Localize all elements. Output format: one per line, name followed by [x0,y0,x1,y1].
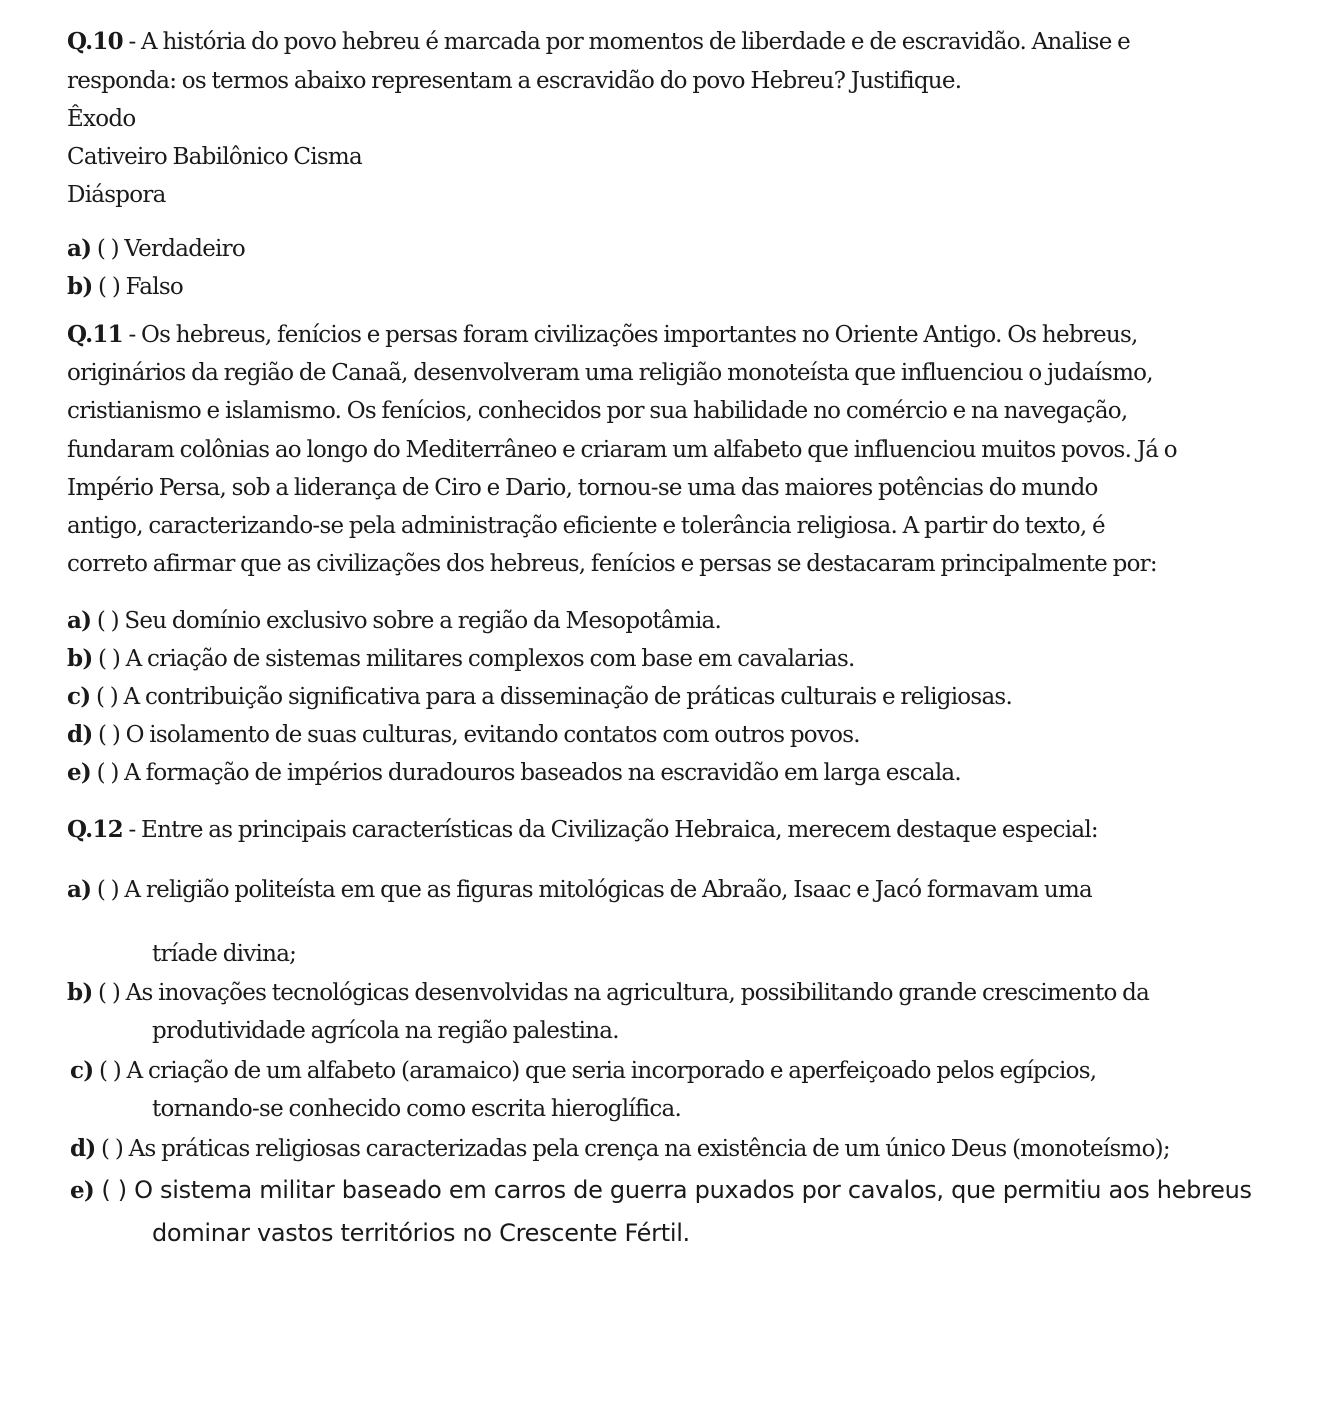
option-text: ( ) Falso [92,274,183,300]
option-text: ( ) A criação de um alfabeto (aramaico) que seria incorporado e aperfeiçoado pelos egípcios, [93,1058,1097,1084]
option-text: ( ) O isolamento de suas culturas, evitando contatos com outros povos. [92,722,860,748]
q10-term-3: Diáspora [67,182,166,208]
q11-text-line-4: fundaram colônias ao longo do Mediterrâneo e criaram um alfabeto que influenciou muitos povos. Já o [67,437,1177,463]
q11-option-b[interactable] [67,645,855,673]
q10-line-1 [67,28,1130,56]
q10-term-2: Cativeiro Babilônico Cisma [67,144,362,170]
option-letter: a) [67,235,92,262]
q10-number: Q.10 [67,28,123,55]
q12-option-e[interactable] [70,1176,1252,1205]
q12-option-c-continuation: tornando-se conhecido como escrita hieroglífica. [152,1096,682,1122]
q11-option-e[interactable] [67,759,961,787]
option-text: ( ) A contribuição significativa para a disseminação de práticas culturais e religiosas. [90,684,1013,710]
q12-line-1 [67,816,1098,844]
q10-option-a[interactable] [67,235,245,263]
q11-option-c[interactable] [67,683,1012,711]
option-text: ( ) A formação de impérios duradouros baseados na escravidão em larga escala. [91,760,961,786]
option-text: ( ) Seu domínio exclusivo sobre a região da Mesopotâmia. [91,608,722,634]
option-letter: a) [67,607,92,634]
q11-line-1 [67,321,1138,349]
q12-option-b[interactable] [67,979,1149,1007]
q10-option-b[interactable] [67,273,183,301]
option-text: ( ) As práticas religiosas caracterizadas pela crença na existência de um único Deus (monoteísmo); [95,1136,1170,1162]
q11-text-line-7: correto afirmar que as civilizações dos hebreus, fenícios e persas se destacaram principalmente por: [67,551,1157,577]
option-letter: d) [67,721,93,748]
q10-text-line-2: responda: os termos abaixo representam a escravidão do povo Hebreu? Justifique. [67,68,962,94]
q10-text-line-1: - A história do povo hebreu é marcada por momentos de liberdade e de escravidão. Analise e [122,29,1131,55]
q12-option-c[interactable] [70,1057,1096,1085]
q11-text-line-2: originários da região de Canaã, desenvolveram uma religião monoteísta que influenciou o judaísmo, [67,360,1153,386]
q10-term-1: Êxodo [67,106,136,132]
option-letter: e) [67,759,92,786]
q11-number: Q.11 [67,321,123,348]
option-letter: a) [67,876,92,903]
option-letter: c) [70,1057,94,1084]
option-text: ( ) Verdadeiro [91,236,245,262]
option-text: ( ) A religião politeísta em que as figuras mitológicas de Abraão, Isaac e Jacó formavam uma [91,877,1092,903]
q11-text-line-5: Império Persa, sob a liderança de Ciro e Dario, tornou-se uma das maiores potências do mundo [67,475,1098,501]
q12-option-a-continuation: tríade divina; [152,941,297,967]
q12-option-e-continuation: dominar vastos territórios no Crescente Fértil. [152,1219,690,1247]
option-letter: b) [67,273,93,300]
q11-text-line-6: antigo, caracterizando-se pela administração eficiente e tolerância religiosa. A partir do texto, é [67,513,1105,539]
q12-option-b-continuation: produtividade agrícola na região palestina. [152,1018,619,1044]
q12-number: Q.12 [67,816,123,843]
q12-option-d[interactable] [70,1135,1170,1163]
option-text: ( ) A criação de sistemas militares complexos com base em cavalarias. [92,646,855,672]
option-letter: b) [67,645,93,672]
q12-option-a[interactable] [67,876,1092,904]
q11-text-line-1: - Os hebreus, fenícios e persas foram civilizações importantes no Oriente Antigo. Os hebreus, [122,322,1138,348]
q12-text: - Entre as principais características da Civilização Hebraica, merecem destaque especial: [122,817,1098,843]
q11-option-d[interactable] [67,721,860,749]
option-text: ( ) O sistema militar baseado em carros de guerra puxados por cavalos, que permitiu aos hebreus [94,1176,1252,1204]
q11-option-a[interactable] [67,607,721,635]
option-letter: b) [67,979,93,1006]
option-letter: c) [67,683,91,710]
option-letter: e) [70,1177,95,1204]
option-text: ( ) As inovações tecnológicas desenvolvidas na agricultura, possibilitando grande crescimento da [92,980,1150,1006]
option-letter: d) [70,1135,96,1162]
q11-text-line-3: cristianismo e islamismo. Os fenícios, conhecidos por sua habilidade no comércio e na navegação, [67,398,1128,424]
